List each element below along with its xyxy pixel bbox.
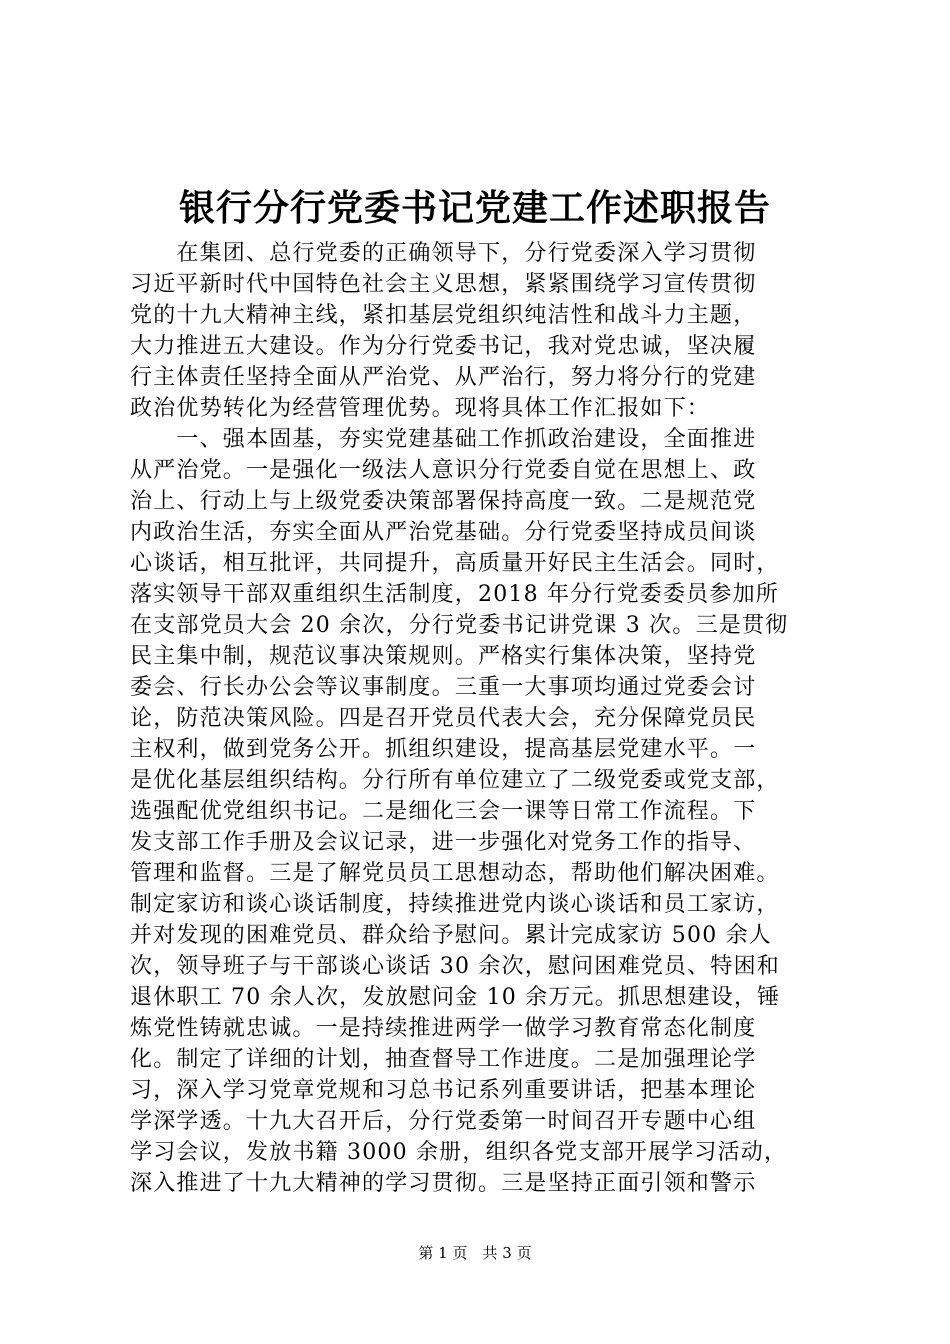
body-line: 心谈话，相互批评，共同提升，高质量开好民主生活会。同时， [130, 551, 780, 576]
body-line: 习，深入学习党章党规和习总书记系列重要讲话，把基本理论 [130, 1078, 757, 1103]
body-line: 委会、行长办公会等议事制度。三重一大事项均通过党委会讨 [130, 675, 757, 700]
body-line: 退休职工 70 余人次，发放慰问金 10 余万元。抓思想建设，锤 [130, 985, 781, 1010]
body-line: 是优化基层组织结构。分行所有单位建立了二级党委或党支部， [130, 768, 780, 793]
body-line: 次，领导班子与干部谈心谈话 30 余次，慰问困难党员、特困和 [130, 954, 780, 979]
body-line: 行主体责任坚持全面从严治党、从严治行，努力将分行的党建 [130, 365, 757, 390]
body-line: 政治优势转化为经营管理优势。现将具体工作汇报如下： [130, 396, 711, 421]
body-line: 并对发现的困难党员、群众给予慰问。累计完成家访 500 余人 [130, 923, 772, 948]
body-line: 一、强本固基，夯实党建基础工作抓政治建设，全面推进 [130, 427, 757, 452]
body-line: 在支部党员大会 20 余次，分行党委书记讲党课 3 次。三是贯彻 [130, 613, 789, 638]
body-line: 落实领导干部双重组织生活制度，2018 年分行党委委员参加所 [130, 582, 779, 607]
body-line: 治上、行动上与上级党委决策部署保持高度一致。二是规范党 [130, 489, 757, 514]
body-line: 论，防范决策风险。四是召开党员代表大会，充分保障党员民 [130, 706, 757, 731]
body-line: 从严治党。一是强化一级法人意识分行党委自觉在思想上、政 [130, 458, 757, 483]
body-line: 大力推进五大建设。作为分行党委书记，我对党忠诚，坚决履 [130, 334, 757, 359]
body-line: 党的十九大精神主线，紧扣基层党组织纯洁性和战斗力主题， [130, 303, 757, 328]
body-line: 选强配优党组织书记。二是细化三会一课等日常工作流程。下 [130, 799, 757, 824]
body-line: 制定家访和谈心谈话制度，持续推进党内谈心谈话和员工家访， [130, 892, 780, 917]
document-title: 银行分行党委书记党建工作述职报告 [178, 187, 771, 229]
body-line: 深入推进了十九大精神的学习贯彻。三是坚持正面引领和警示 [130, 1171, 757, 1196]
body-line: 学深学透。十九大召开后，分行党委第一时间召开专题中心组 [130, 1109, 757, 1134]
body-line: 炼党性铸就忠诚。一是持续推进两学一做学习教育常态化制度 [130, 1016, 757, 1041]
page-number-footer: 第 1 页 共 3 页 [418, 1244, 532, 1262]
body-line: 习近平新时代中国特色社会主义思想，紧紧围绕学习宣传贯彻 [130, 272, 757, 297]
document-body [130, 238, 830, 1199]
body-line: 内政治生活，夯实全面从严治党基础。分行党委坚持成员间谈 [130, 520, 757, 545]
body-line: 民主集中制，规范议事决策规则。严格实行集体决策，坚持党 [130, 644, 757, 669]
body-line: 化。制定了详细的计划，抽查督导工作进度。二是加强理论学 [130, 1047, 757, 1072]
body-line: 学习会议，发放书籍 3000 余册，组织各党支部开展学习活动， [130, 1140, 788, 1165]
body-line: 在集团、总行党委的正确领导下，分行党委深入学习贯彻 [130, 241, 757, 266]
body-line: 主权利，做到党务公开。抓组织建设，提高基层党建水平。一 [130, 737, 757, 762]
body-line: 管理和监督。三是了解党员员工思想动态，帮助他们解决困难。 [130, 861, 780, 886]
body-line: 发支部工作手册及会议记录，进一步强化对党务工作的指导、 [130, 830, 757, 855]
